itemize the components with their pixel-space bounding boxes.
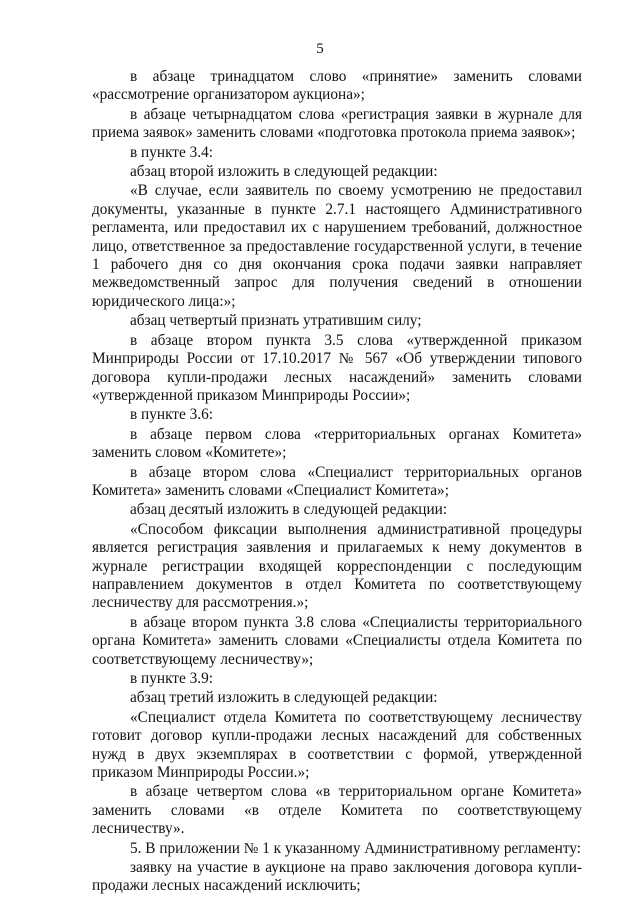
paragraph: в абзаце четвертом слова «в территориальном органе Комитета» заменить словами «в отделе Комитета по соответствующему лесничеству».: [92, 783, 582, 838]
paragraph: в абзаце первом слова «территориальных органах Комитета» заменить словом «Комитете»;: [92, 425, 582, 462]
paragraph: в абзаце тринадцатом слово «принятие» заменить словами «рассмотрение организатором аукциона»;: [92, 68, 582, 104]
paragraph: «В случае, если заявитель по своему усмотрению не предоставил документы, указанные в пункте 2.7.1 настоящего Административного регламента, или предоставил их с нарушением требований, должностное лицо, ответственное за предоставление государственной услуги, в течение 1 рабочего дня со дня окончания срока подачи заявки направляет межведомственный запрос для получения сведений в отношении юридического лица:»;: [92, 182, 582, 310]
paragraph: в пункте 3.4:: [130, 143, 213, 161]
page-number: 5: [316, 41, 324, 57]
paragraph: в абзаце четырнадцатом слова «регистрация заявки в журнале для приема заявок» заменить словами «подготовка протокола приема заявок»;: [92, 105, 582, 142]
paragraph: заявку на участие в аукционе на право заключения договора купли-продажи лесных насаждений исключить;: [92, 859, 582, 895]
paragraph: в абзаце втором слова «Специалист территориальных органов Комитета» заменить словами «Специалист Комитета»;: [92, 463, 582, 499]
paragraph: в пункте 3.6:: [130, 406, 213, 424]
paragraph: «Специалист отдела Комитета по соответствующему лесничеству готовит договор купли-продажи лесных насаждений для собственных нужд в двух экземплярах в соответствии с формой, утвержденной приказом Минприроды России.»;: [92, 708, 582, 782]
paragraph: 5. В приложении № 1 к указанному Административному регламенту:: [130, 839, 582, 857]
paragraph: абзац второй изложить в следующей редакции:: [130, 163, 438, 181]
paragraph: в пункте 3.9:: [130, 670, 213, 687]
paragraph: в абзаце втором пункта 3.5 слова «утвержденной приказом Минприроды России от 17.10.2017 № 567 «Об утверждении типового договора купли-продажи лесных насаждений» заменить словами «утвержденной приказом Минприроды России»;: [92, 331, 582, 404]
paragraph: в абзаце втором пункта 3.8 слова «Специалисты территориального органа Комитета» заменить словами «Специалисты отдела Комитета по соответствующему лесничеству»;: [92, 613, 582, 668]
paragraph: абзац десятый изложить в следующей редакции:: [130, 501, 448, 519]
paragraph: абзац третий изложить в следующей редакции:: [130, 689, 438, 707]
document-body: [92, 68, 582, 896]
paragraph: абзац четвертый признать утратившим силу;: [130, 312, 422, 330]
paragraph: «Способом фиксации выполнения административной процедуры является регистрация заявления и прилагаемых к нему документов в журнале регистрации входящей корреспонденции с последующим направлением документов в отдел Комитета по соответствующему лесничеству для рассмотрения.»;: [92, 520, 582, 612]
